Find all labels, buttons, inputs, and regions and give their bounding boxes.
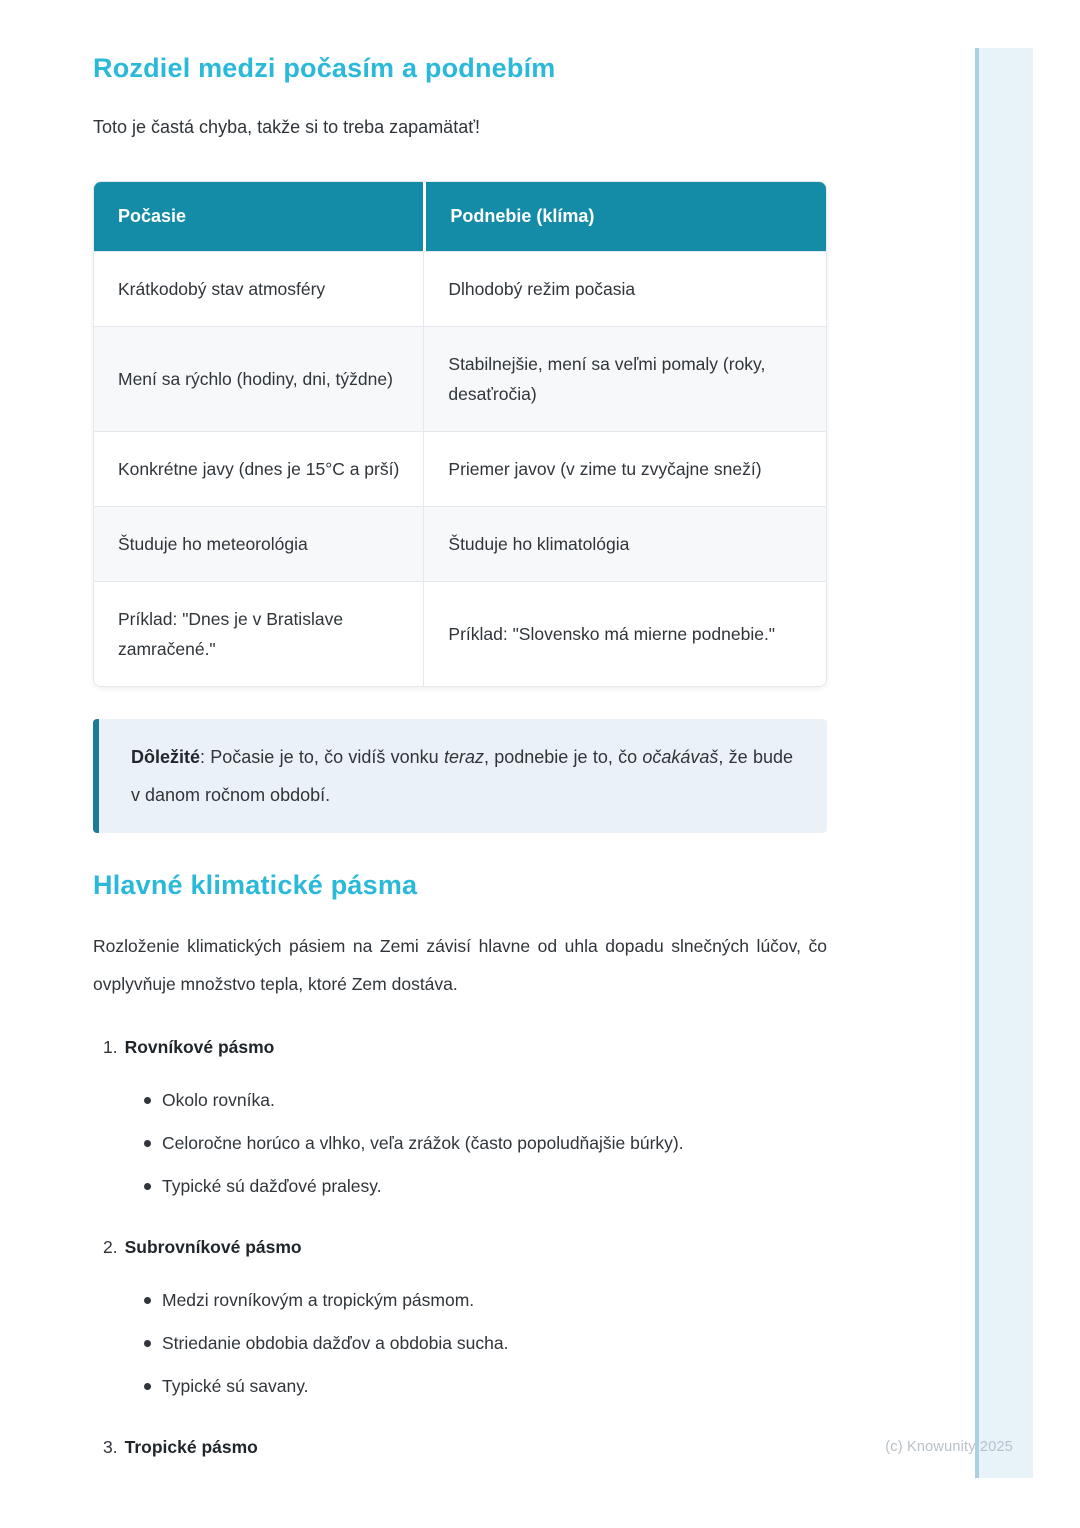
intro-paragraph: Toto je častá chyba, takže si to treba zapamätať! bbox=[93, 117, 480, 137]
table-row bbox=[94, 431, 826, 506]
bullet-dot-icon bbox=[144, 1297, 151, 1304]
table-row bbox=[94, 506, 826, 581]
table-cell: Stabilnejšie, mení sa veľmi pomaly (roky, desaťročia) bbox=[423, 326, 826, 431]
bullet-item bbox=[93, 1086, 827, 1115]
bullet-dot-icon bbox=[144, 1340, 151, 1347]
bullet-list bbox=[93, 1086, 827, 1201]
page-title: Rozdiel medzi počasím a podnebím bbox=[93, 53, 556, 83]
callout-label: Dôležité bbox=[131, 747, 201, 767]
callout-text bbox=[131, 738, 793, 814]
table-row bbox=[94, 326, 826, 431]
bullet-dot-icon bbox=[144, 1183, 151, 1190]
important-callout bbox=[93, 719, 827, 833]
table-row bbox=[94, 251, 826, 326]
comparison-table bbox=[93, 181, 827, 687]
callout-segment: : Počasie je to, čo vidíš vonku bbox=[200, 747, 444, 767]
table-header-row bbox=[94, 182, 826, 251]
bullet-item bbox=[93, 1372, 827, 1401]
table-cell: Dlhodobý režim počasia bbox=[423, 251, 826, 326]
bullet-text: Medzi rovníkovým a tropickým pásmom. bbox=[162, 1290, 475, 1310]
table-cell: Študuje ho meteorológia bbox=[94, 506, 423, 581]
table-cell: Krátkodobý stav atmosféry bbox=[94, 251, 423, 326]
bullet-dot-icon bbox=[144, 1097, 151, 1104]
section-heading-climate-zones: Hlavné klimatické pásma bbox=[93, 870, 418, 900]
climate-list bbox=[93, 1033, 827, 1462]
table-cell: Príklad: "Slovensko má mierne podnebie." bbox=[423, 581, 826, 686]
item-number: 3. bbox=[103, 1437, 118, 1457]
content-area bbox=[93, 0, 827, 1462]
bullet-item bbox=[93, 1329, 827, 1358]
item-title: Tropické pásmo bbox=[124, 1437, 258, 1457]
bullet-text: Okolo rovníka. bbox=[162, 1090, 275, 1110]
table-row bbox=[94, 581, 826, 686]
item-number: 2. bbox=[103, 1237, 118, 1257]
callout-emphasis: teraz bbox=[443, 747, 484, 767]
bullet-item bbox=[93, 1129, 827, 1158]
callout-emphasis: očakávaš bbox=[642, 747, 719, 767]
bullet-text: Celoročne horúco a vlhko, veľa zrážok (často popoludňajšie búrky). bbox=[162, 1133, 684, 1153]
callout-segment: , podnebie je to, čo bbox=[483, 747, 643, 767]
climate-zones-paragraph: Rozloženie klimatických pásiem na Zemi závisí hlavne od uhla dopadu slnečných lúčov, čo ovplyvňuje množstvo tepla, ktoré Zem dostáva. bbox=[93, 936, 827, 994]
table-cell: Príklad: "Dnes je v Bratislave zamračené." bbox=[94, 581, 423, 686]
table-cell: Konkrétne javy (dnes je 15°C a prší) bbox=[94, 431, 423, 506]
table-cell: Mení sa rýchlo (hodiny, dni, týždne) bbox=[94, 326, 423, 431]
numbered-item bbox=[103, 1233, 827, 1262]
page-edge-strip bbox=[975, 48, 1033, 1478]
bullet-dot-icon bbox=[144, 1383, 151, 1390]
item-number: 1. bbox=[103, 1037, 118, 1057]
table-header-podnebie: Podnebie (klíma) bbox=[423, 182, 826, 251]
bullet-list bbox=[93, 1286, 827, 1401]
copyright-note: (c) Knowunity 2025 bbox=[885, 1439, 1013, 1455]
bullet-item bbox=[93, 1286, 827, 1315]
bullet-item bbox=[93, 1172, 827, 1201]
table-cell: Študuje ho klimatológia bbox=[423, 506, 826, 581]
table-cell: Priemer javov (v zime tu zvyčajne sneží) bbox=[423, 431, 826, 506]
bullet-text: Striedanie obdobia dažďov a obdobia sucha. bbox=[162, 1333, 509, 1353]
bullet-text: Typické sú savany. bbox=[162, 1376, 309, 1396]
bullet-dot-icon bbox=[144, 1140, 151, 1147]
item-title: Subrovníkové pásmo bbox=[124, 1237, 302, 1257]
callout-segment: , že bude v danom ročnom období. bbox=[131, 747, 793, 805]
numbered-item bbox=[103, 1033, 827, 1062]
numbered-item bbox=[103, 1433, 827, 1462]
item-title: Rovníkové pásmo bbox=[124, 1037, 275, 1057]
table-body bbox=[94, 251, 826, 686]
table-header-pocasie: Počasie bbox=[94, 182, 423, 251]
bullet-text: Typické sú dažďové pralesy. bbox=[162, 1176, 382, 1196]
